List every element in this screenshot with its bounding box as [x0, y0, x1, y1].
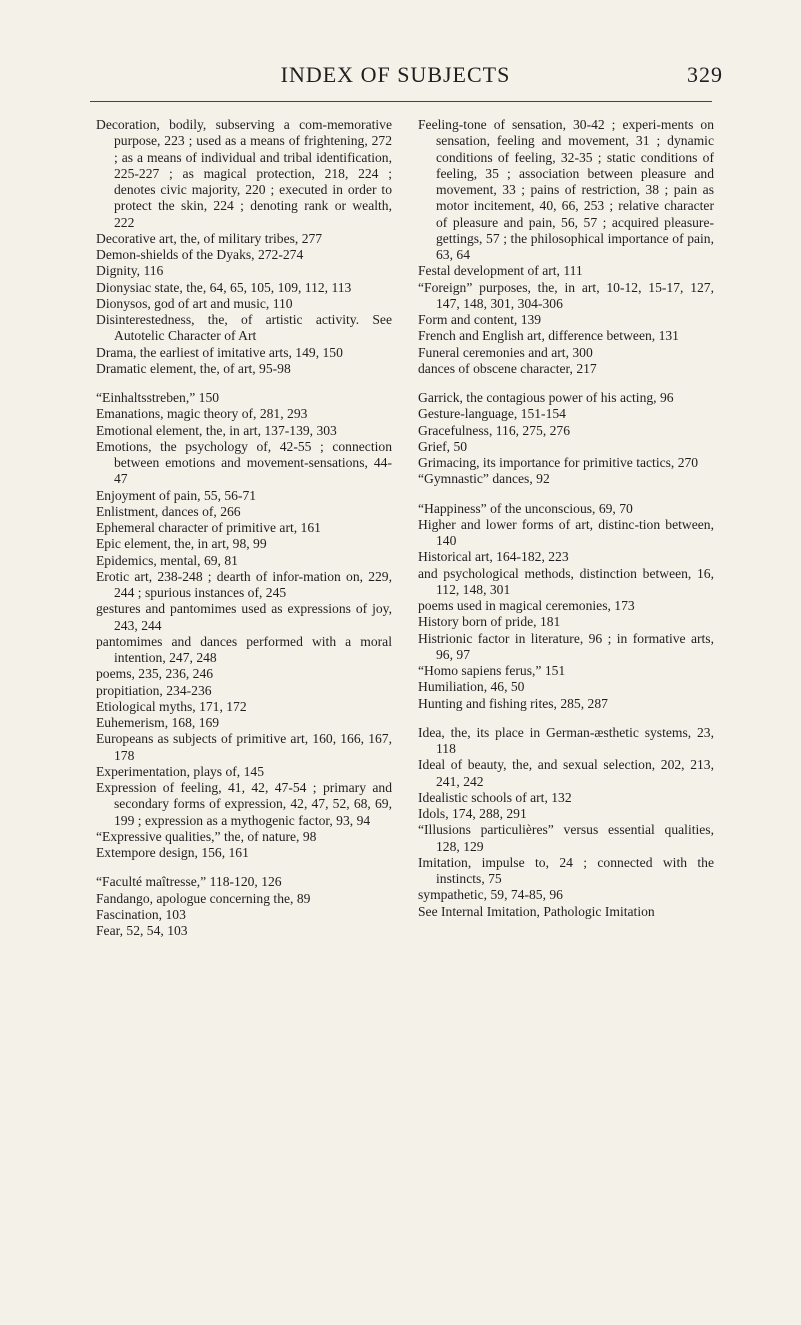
index-entry: Epidemics, mental, 69, 81	[96, 552, 238, 568]
index-entry: Dionysiac state, the, 64, 65, 105, 109, 112, 113	[96, 279, 352, 295]
section-gap	[418, 488, 714, 501]
header-rule	[90, 101, 712, 102]
index-entry: “Gymnastic” dances, 92	[418, 471, 550, 487]
index-entry: Gracefulness, 116, 275, 276	[418, 422, 571, 438]
index-subentry: and psychological methods, distinction between, 16, 112, 148, 301	[418, 565, 714, 597]
index-entry: Higher and lower forms of art, distinc-tion between, 140	[418, 516, 714, 548]
index-entry: Garrick, the contagious power of his acting, 96	[418, 390, 674, 405]
index-entry: Ideal of beauty, the, and sexual selection, 202, 213, 241, 242	[418, 757, 714, 789]
index-entry: “Homo sapiens ferus,” 151	[418, 663, 566, 678]
index-entry: Fandango, apologue concerning the, 89	[96, 890, 311, 906]
index-entry: Erotic art, 238-248 ; dearth of infor-mation on, 229, 244 ; spurious instances of, 245	[96, 568, 392, 600]
index-entry: Gesture-language, 151-154	[418, 406, 566, 422]
index-entry: Disinterestedness, the, of artistic activity. See Autotelic Character of Art	[96, 312, 392, 344]
index-entry: Drama, the earliest of imitative arts, 149, 150	[96, 344, 343, 360]
index-entry: Enlistment, dances of, 266	[96, 503, 241, 519]
index-entry: Dramatic element, the, of art, 95-98	[96, 360, 291, 376]
index-columns	[96, 117, 714, 939]
index-subentry: poems, 235, 236, 246	[96, 666, 214, 682]
index-entry: “Happiness” of the unconscious, 69, 70	[418, 500, 633, 516]
section-gap	[418, 377, 714, 390]
index-entry: Idols, 174, 288, 291	[418, 806, 527, 821]
index-entry: Festal development of art, 111	[418, 263, 583, 279]
index-entry: Emanations, magic theory of, 281, 293	[96, 406, 308, 422]
index-entry: History born of pride, 181	[418, 614, 561, 630]
index-subentry: propitiation, 234-236	[96, 682, 212, 698]
index-entry: Historical art, 164-182, 223	[418, 549, 569, 565]
index-entry: Experimentation, plays of, 145	[96, 763, 264, 779]
running-head	[78, 58, 723, 88]
right-column	[418, 117, 714, 939]
index-subentry: dances of obscene character, 217	[418, 360, 597, 376]
index-subentry: See Internal Imitation, Pathologic Imitation	[418, 903, 655, 919]
index-entry: Form and content, 139	[418, 312, 542, 327]
left-column	[96, 117, 392, 939]
index-subentry: poems used in magical ceremonies, 173	[418, 598, 635, 613]
index-entry: “Faculté maîtresse,” 118-120, 126	[96, 874, 282, 890]
index-subentry: gestures and pantomimes used as expressions of joy, 243, 244	[96, 601, 392, 633]
index-entry: Decoration, bodily, subserving a com-memorative purpose, 223 ; used as a means of frightening, 272 ; as a means of individual and tribal identification, 225-227 ; as magical protection, 218, 224 ; denotes civic majority, 220 ; executed in order to protect the skin, 224 ; denoting rank or wealth, 222	[96, 117, 392, 230]
index-entry: Grief, 50	[418, 438, 468, 454]
index-entry: Etiological myths, 171, 172	[96, 698, 247, 714]
index-subentry: pantomimes and dances performed with a moral intention, 247, 248	[96, 633, 392, 665]
index-entry: Ephemeral character of primitive art, 161	[96, 520, 321, 535]
index-entry: “Expressive qualities,” the, of nature, 98	[96, 828, 317, 844]
index-entry: Decorative art, the, of military tribes, 277	[96, 230, 323, 246]
page-title: INDEX OF SUBJECTS	[280, 62, 511, 87]
index-entry: Funeral ceremonies and art, 300	[418, 344, 593, 360]
index-entry: Fascination, 103	[96, 906, 186, 922]
index-entry: “Illusions particulières” versus essential qualities, 128, 129	[418, 822, 714, 854]
index-entry: “Foreign” purposes, the, in art, 10-12, 15-17, 127, 147, 148, 301, 304-306	[418, 279, 714, 311]
index-entry: Emotional element, the, in art, 137-139, 303	[96, 422, 337, 438]
index-entry: Histrionic factor in literature, 96 ; in formative arts, 96, 97	[418, 630, 714, 662]
index-entry: Demon-shields of the Dyaks, 272-274	[96, 247, 304, 262]
index-entry: Idea, the, its place in German-æsthetic systems, 23, 118	[418, 724, 714, 756]
index-entry: Epic element, the, in art, 98, 99	[96, 536, 267, 552]
section-gap	[96, 377, 392, 390]
index-entry: Fear, 52, 54, 103	[96, 923, 188, 938]
index-entry: Dionysos, god of art and music, 110	[96, 295, 293, 311]
index-entry: Idealistic schools of art, 132	[418, 789, 572, 805]
section-gap	[418, 712, 714, 725]
index-entry: Hunting and fishing rites, 285, 287	[418, 695, 608, 711]
index-entry: Imitation, impulse to, 24 ; connected with the instincts, 75	[418, 854, 714, 886]
index-entry: Extempore design, 156, 161	[96, 845, 249, 860]
index-subentry: sympathetic, 59, 74-85, 96	[418, 887, 563, 903]
index-entry: Humiliation, 46, 50	[418, 679, 525, 695]
section-gap	[96, 861, 392, 874]
index-entry: French and English art, difference between, 131	[418, 328, 679, 344]
index-entry: Feeling-tone of sensation, 30-42 ; experi-ments on sensation, feeling and movement, 31 ; dynamic conditions of feeling, 32-35 ; static conditions of feeling, 35 ; association between pleasure and movement, 33 ; pains of restriction, 38 ; pain as motor incitement, 40, 66, 253 ; relative character of pleasure and pain, 56, 57 ; acquired pleasure-gettings, 57 ; the philosophical importance of pain, 63, 64	[418, 117, 714, 262]
index-entry: Grimacing, its importance for primitive tactics, 270	[418, 455, 699, 470]
index-entry: Expression of feeling, 41, 42, 47-54 ; primary and secondary forms of expression, 42, 47, 52, 68, 69, 199 ; expression as a mythogenic factor, 93, 94	[96, 780, 392, 828]
index-entry: Euhemerism, 168, 169	[96, 715, 220, 730]
page-number: 329	[687, 62, 723, 87]
index-entry: Europeans as subjects of primitive art, 160, 166, 167, 178	[96, 731, 392, 763]
index-entry: Emotions, the psychology of, 42-55 ; connection between emotions and movement-sensations, 44-47	[96, 438, 392, 487]
index-entry: “Einhaltsstreben,” 150	[96, 390, 220, 405]
index-entry: Enjoyment of pain, 55, 56-71	[96, 487, 257, 503]
index-entry: Dignity, 116	[96, 263, 164, 279]
